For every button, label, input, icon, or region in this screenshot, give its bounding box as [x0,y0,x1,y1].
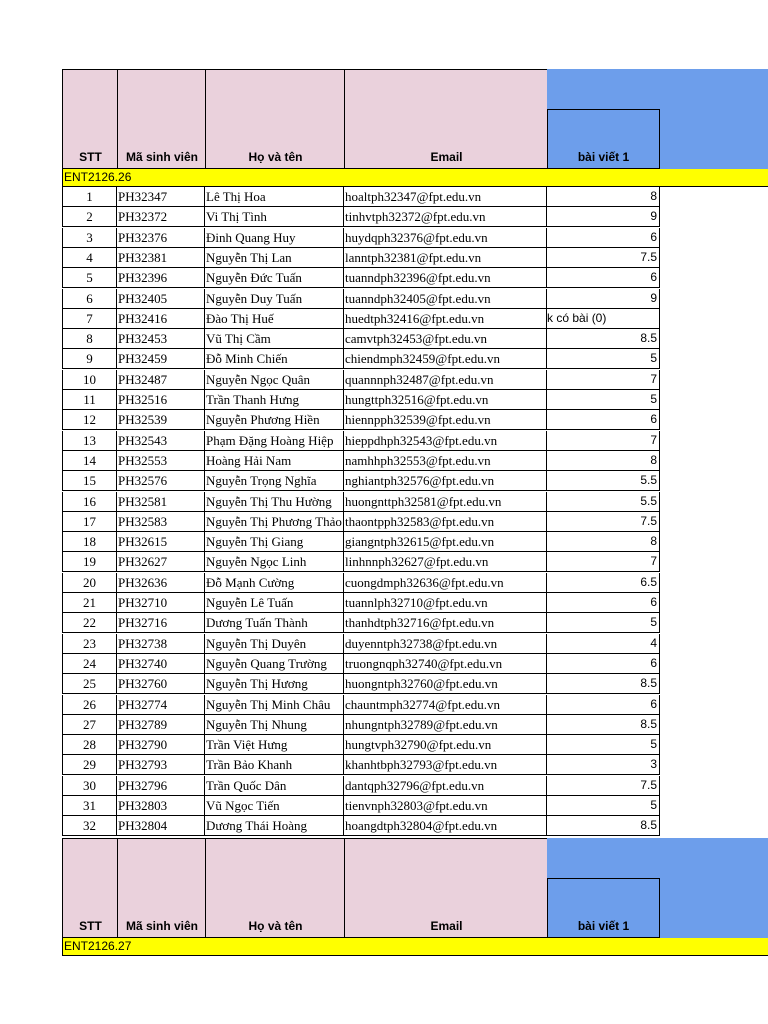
cell-full-name[interactable]: Nguyễn Lê Tuấn [205,593,344,613]
cell-full-name[interactable]: Phạm Đặng Hoàng Hiệp [205,431,344,451]
cell-full-name[interactable]: Nguyễn Phương Hiền [205,410,344,430]
table-row[interactable] [62,816,660,836]
table-row[interactable] [62,796,660,816]
table-row[interactable] [62,370,660,390]
cell-score[interactable]: 8.5 [547,329,660,349]
cell-full-name[interactable]: Nguyễn Thị Duyên [205,634,344,654]
cell-score[interactable]: 5.5 [547,492,660,512]
cell-student-id[interactable]: PH32405 [117,289,205,309]
cell-full-name[interactable]: Nguyễn Thị Lan [205,248,344,268]
cell-student-id[interactable]: PH32453 [117,329,205,349]
cell-email[interactable]: thanhdtph32716@fpt.edu.vn [344,613,547,633]
header-email[interactable]: Email [344,838,548,938]
header-student-id[interactable]: Mã sinh viên [117,69,206,169]
table-row[interactable] [62,492,660,512]
cell-student-id[interactable]: PH32396 [117,268,205,288]
table-row[interactable] [62,187,660,207]
cell-student-id[interactable]: PH32774 [117,695,205,715]
cell-student-id[interactable]: PH32790 [117,735,205,755]
cell-student-id[interactable]: PH32459 [117,349,205,369]
cell-email[interactable]: cuongdmph32636@fpt.edu.vn [344,573,547,593]
cell-score[interactable]: 8 [547,451,660,471]
cell-full-name[interactable]: Nguyễn Thị Giang [205,532,344,552]
header-stt[interactable]: STT [62,838,118,938]
cell-score[interactable]: 8.5 [547,674,660,694]
cell-full-name[interactable]: Đỗ Mạnh Cường [205,573,344,593]
cell-email[interactable]: truongnqph32740@fpt.edu.vn [344,654,547,674]
cell-score[interactable]: 7.5 [547,512,660,532]
cell-email[interactable]: tuannlph32710@fpt.edu.vn [344,593,547,613]
cell-score[interactable]: 6 [547,593,660,613]
cell-score[interactable]: 6 [547,268,660,288]
cell-stt[interactable]: 32 [62,816,117,836]
cell-email[interactable]: huongnttph32581@fpt.edu.vn [344,492,547,512]
table-row[interactable] [62,695,660,715]
cell-stt[interactable]: 31 [62,796,117,816]
cell-score[interactable]: 8.5 [547,816,660,836]
cell-student-id[interactable]: PH32487 [117,370,205,390]
cell-full-name[interactable]: Nguyễn Quang Trường [205,654,344,674]
cell-full-name[interactable]: Trần Việt Hưng [205,735,344,755]
header-stt[interactable]: STT [62,69,118,169]
cell-stt[interactable]: 12 [62,410,117,430]
cell-email[interactable]: tienvnph32803@fpt.edu.vn [344,796,547,816]
table-row[interactable] [62,390,660,410]
table-row[interactable] [62,329,660,349]
cell-full-name[interactable]: Nguyễn Đức Tuấn [205,268,344,288]
header-assignment[interactable]: bài viết 1 [547,109,660,169]
class-name-row[interactable]: ENT2126.27 [62,938,768,956]
table-row[interactable] [62,349,660,369]
cell-score[interactable]: 5 [547,390,660,410]
cell-stt[interactable]: 9 [62,349,117,369]
cell-email[interactable]: tinhvtph32372@fpt.edu.vn [344,207,547,227]
assignment-group-band [547,69,768,109]
header-full-name[interactable]: Họ và tên [205,69,345,169]
cell-full-name[interactable]: Nguyễn Thị Phương Thảo [205,512,344,532]
cell-email[interactable]: hoangdtph32804@fpt.edu.vn [344,816,547,836]
cell-student-id[interactable]: PH32516 [117,390,205,410]
cell-full-name[interactable]: Đào Thị Huế [205,309,344,329]
table-row[interactable] [62,735,660,755]
cell-stt[interactable]: 5 [62,268,117,288]
table-row[interactable] [62,715,660,735]
cell-score[interactable]: 5 [547,796,660,816]
cell-score[interactable]: 5 [547,735,660,755]
cell-score[interactable]: 8 [547,187,660,207]
cell-student-id[interactable]: PH32416 [117,309,205,329]
table-row[interactable] [62,593,660,613]
cell-full-name[interactable]: Nguyễn Thị Minh Châu [205,695,344,715]
cell-student-id[interactable]: PH32376 [117,228,205,248]
cell-full-name[interactable]: Trần Quốc Dân [205,776,344,796]
cell-score[interactable]: 9 [547,289,660,309]
table-row[interactable] [62,207,660,227]
cell-stt[interactable]: 22 [62,613,117,633]
cell-email[interactable]: khanhtbph32793@fpt.edu.vn [344,755,547,775]
cell-full-name[interactable]: Nguyễn Thị Hương [205,674,344,694]
cell-email[interactable]: camvtph32453@fpt.edu.vn [344,329,547,349]
table-row[interactable] [62,634,660,654]
cell-student-id[interactable]: PH32372 [117,207,205,227]
cell-student-id[interactable]: PH32583 [117,512,205,532]
cell-full-name[interactable]: Hoàng Hải Nam [205,451,344,471]
cell-full-name[interactable]: Nguyễn Thị Nhung [205,715,344,735]
cell-score[interactable]: 7 [547,370,660,390]
cell-student-id[interactable]: PH32581 [117,492,205,512]
cell-score[interactable]: 6 [547,410,660,430]
cell-email[interactable]: hungtvph32790@fpt.edu.vn [344,735,547,755]
cell-score[interactable]: 5.5 [547,471,660,491]
cell-full-name[interactable]: Vũ Ngọc Tiến [205,796,344,816]
cell-student-id[interactable]: PH32710 [117,593,205,613]
cell-email[interactable]: chiendmph32459@fpt.edu.vn [344,349,547,369]
cell-email[interactable]: tuanndph32405@fpt.edu.vn [344,289,547,309]
cell-stt[interactable]: 4 [62,248,117,268]
cell-stt[interactable]: 7 [62,309,117,329]
table-row[interactable] [62,755,660,775]
cell-stt[interactable]: 6 [62,289,117,309]
cell-email[interactable]: nghiantph32576@fpt.edu.vn [344,471,547,491]
cell-stt[interactable]: 13 [62,431,117,451]
cell-full-name[interactable]: Nguyễn Trọng Nghĩa [205,471,344,491]
cell-student-id[interactable]: PH32789 [117,715,205,735]
cell-stt[interactable]: 14 [62,451,117,471]
cell-student-id[interactable]: PH32716 [117,613,205,633]
cell-stt[interactable]: 26 [62,695,117,715]
cell-full-name[interactable]: Đỗ Minh Chiến [205,349,344,369]
table-row[interactable] [62,532,660,552]
cell-stt[interactable]: 20 [62,573,117,593]
header-full-name[interactable]: Họ và tên [205,838,345,938]
cell-email[interactable]: dantqph32796@fpt.edu.vn [344,776,547,796]
cell-email[interactable]: hungttph32516@fpt.edu.vn [344,390,547,410]
cell-email[interactable]: hoaltph32347@fpt.edu.vn [344,187,547,207]
assignment-extra-band [660,878,768,938]
cell-stt[interactable]: 27 [62,715,117,735]
table-row[interactable] [62,776,660,796]
cell-student-id[interactable]: PH32804 [117,816,205,836]
cell-student-id[interactable]: PH32553 [117,451,205,471]
table-row[interactable] [62,573,660,593]
cell-score[interactable]: 6 [547,654,660,674]
cell-student-id[interactable]: PH32543 [117,431,205,451]
cell-student-id[interactable]: PH32796 [117,776,205,796]
cell-email[interactable]: namhhph32553@fpt.edu.vn [344,451,547,471]
cell-full-name[interactable]: Vi Thị Tình [205,207,344,227]
cell-student-id[interactable]: PH32803 [117,796,205,816]
cell-student-id[interactable]: PH32576 [117,471,205,491]
cell-email[interactable]: linhnnph32627@fpt.edu.vn [344,552,547,572]
cell-email[interactable]: huydqph32376@fpt.edu.vn [344,228,547,248]
cell-score[interactable]: 7.5 [547,248,660,268]
cell-student-id[interactable]: PH32760 [117,674,205,694]
cell-stt[interactable]: 17 [62,512,117,532]
table-row[interactable] [62,674,660,694]
cell-score[interactable]: 6.5 [547,573,660,593]
cell-student-id[interactable]: PH32636 [117,573,205,593]
cell-score[interactable]: 7 [547,431,660,451]
cell-email[interactable]: nhungntph32789@fpt.edu.vn [344,715,547,735]
cell-score[interactable]: 6 [547,695,660,715]
cell-full-name[interactable]: Nguyễn Ngọc Linh [205,552,344,572]
cell-stt[interactable]: 1 [62,187,117,207]
cell-stt[interactable]: 8 [62,329,117,349]
cell-stt[interactable]: 10 [62,370,117,390]
header-block [62,69,768,169]
table-row[interactable] [62,289,660,309]
cell-email[interactable]: duyenntph32738@fpt.edu.vn [344,634,547,654]
cell-stt[interactable]: 23 [62,634,117,654]
cell-score[interactable]: 5 [547,349,660,369]
header-student-id[interactable]: Mã sinh viên [117,838,206,938]
cell-stt[interactable]: 15 [62,471,117,491]
cell-email[interactable]: giangntph32615@fpt.edu.vn [344,532,547,552]
table-row[interactable] [62,512,660,532]
cell-student-id[interactable]: PH32793 [117,755,205,775]
cell-score[interactable]: 6 [547,228,660,248]
table-row[interactable] [62,431,660,451]
cell-stt[interactable]: 16 [62,492,117,512]
table-row[interactable] [62,410,660,430]
cell-stt[interactable]: 11 [62,390,117,410]
cell-full-name[interactable]: Nguyễn Ngọc Quân [205,370,344,390]
cell-email[interactable]: hiennpph32539@fpt.edu.vn [344,410,547,430]
table-row[interactable] [62,309,660,329]
cell-full-name[interactable]: Nguyễn Duy Tuấn [205,289,344,309]
cell-stt[interactable]: 3 [62,228,117,248]
cell-stt[interactable]: 21 [62,593,117,613]
cell-full-name[interactable]: Trần Bảo Khanh [205,755,344,775]
table-row[interactable] [62,228,660,248]
cell-email[interactable]: quannnph32487@fpt.edu.vn [344,370,547,390]
cell-email[interactable]: tuanndph32396@fpt.edu.vn [344,268,547,288]
cell-student-id[interactable]: PH32539 [117,410,205,430]
table-row[interactable] [62,613,660,633]
cell-full-name[interactable]: Lê Thị Hoa [205,187,344,207]
header-block [62,838,768,938]
cell-score[interactable]: 9 [547,207,660,227]
cell-stt[interactable]: 25 [62,674,117,694]
table-row[interactable] [62,268,660,288]
cell-stt[interactable]: 29 [62,755,117,775]
cell-email[interactable]: lanntph32381@fpt.edu.vn [344,248,547,268]
class-name-row[interactable]: ENT2126.26 [62,169,768,187]
cell-student-id[interactable]: PH32615 [117,532,205,552]
table-row[interactable] [62,248,660,268]
cell-student-id[interactable]: PH32738 [117,634,205,654]
assignment-extra-band [660,109,768,169]
cell-score[interactable]: 7.5 [547,776,660,796]
cell-score[interactable]: 3 [547,755,660,775]
cell-stt[interactable]: 19 [62,552,117,572]
cell-score[interactable]: 7 [547,552,660,572]
header-email[interactable]: Email [344,69,548,169]
cell-email[interactable]: huongntph32760@fpt.edu.vn [344,674,547,694]
cell-student-id[interactable]: PH32740 [117,654,205,674]
cell-score[interactable]: 5 [547,613,660,633]
cell-email[interactable]: chauntmph32774@fpt.edu.vn [344,695,547,715]
cell-score[interactable]: k có bài (0) [547,309,660,329]
header-assignment[interactable]: bài viết 1 [547,878,660,938]
cell-full-name[interactable]: Vũ Thị Cầm [205,329,344,349]
table-row[interactable] [62,451,660,471]
cell-full-name[interactable]: Trần Thanh Hưng [205,390,344,410]
cell-full-name[interactable]: Nguyễn Thị Thu Hường [205,492,344,512]
cell-email[interactable]: thaontpph32583@fpt.edu.vn [344,512,547,532]
table-row[interactable] [62,552,660,572]
cell-stt[interactable]: 28 [62,735,117,755]
cell-score[interactable]: 8.5 [547,715,660,735]
cell-stt[interactable]: 24 [62,654,117,674]
table-row[interactable] [62,654,660,674]
cell-stt[interactable]: 2 [62,207,117,227]
cell-email[interactable]: hieppdhph32543@fpt.edu.vn [344,431,547,451]
cell-student-id[interactable]: PH32347 [117,187,205,207]
cell-student-id[interactable]: PH32627 [117,552,205,572]
assignment-group-band [547,838,768,878]
cell-stt[interactable]: 18 [62,532,117,552]
table-row[interactable] [62,471,660,491]
cell-stt[interactable]: 30 [62,776,117,796]
cell-full-name[interactable]: Đinh Quang Huy [205,228,344,248]
cell-score[interactable]: 8 [547,532,660,552]
cell-full-name[interactable]: Dương Tuấn Thành [205,613,344,633]
cell-student-id[interactable]: PH32381 [117,248,205,268]
cell-score[interactable]: 4 [547,634,660,654]
cell-full-name[interactable]: Dương Thái Hoàng [205,816,344,836]
cell-email[interactable]: huedtph32416@fpt.edu.vn [344,309,547,329]
